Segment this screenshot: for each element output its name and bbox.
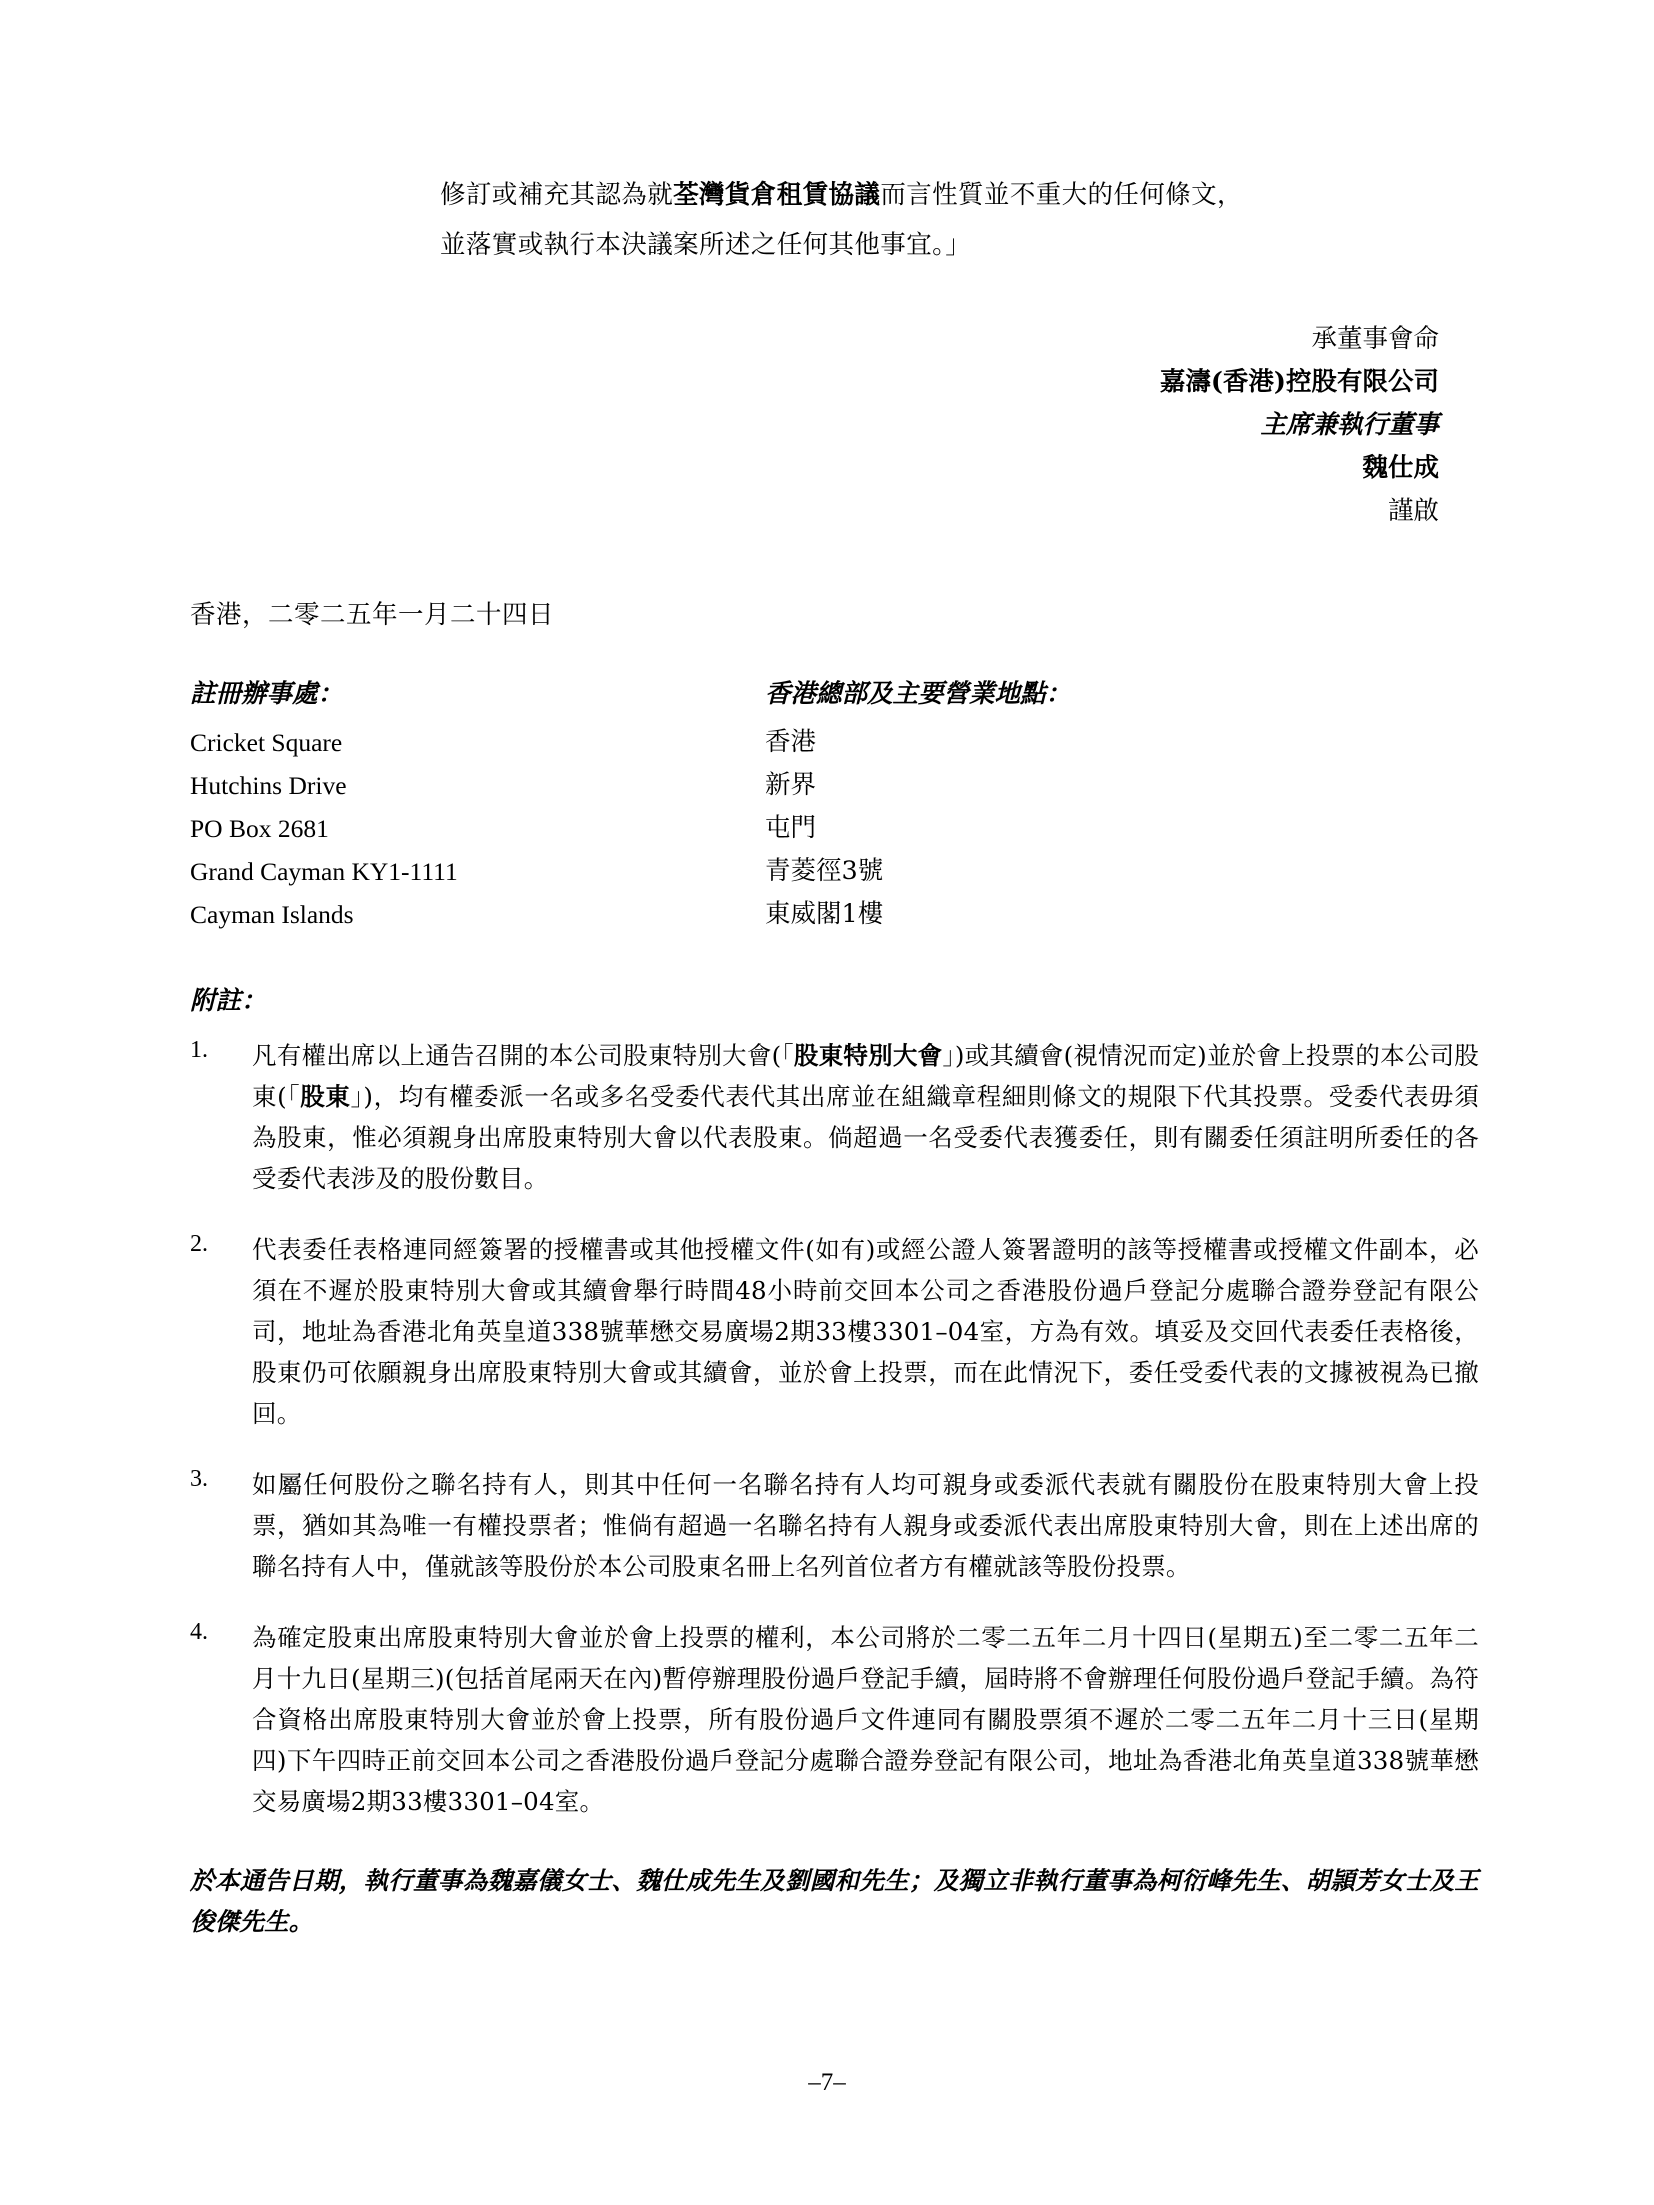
registered-office-line: PO Box 2681 <box>190 814 329 843</box>
note-number: 2. <box>190 1231 208 1257</box>
note-body <box>252 1229 1479 1434</box>
notes-heading: 附註： <box>190 986 267 1016</box>
note-bold-term: 股東 <box>300 1082 351 1111</box>
note-body <box>252 1035 1479 1199</box>
top-paragraph-prefix: 修訂或補充其認為就 <box>440 180 674 210</box>
hk-headquarters-line: 東威閣1樓 <box>765 899 884 929</box>
hk-headquarters-line: 屯門 <box>765 813 817 843</box>
top-paragraph-bold-term: 荃灣貨倉租賃協議 <box>673 180 881 210</box>
registered-office-column <box>190 673 765 936</box>
note-text: 代表委任表格連同經簽署的授權書或其他授權文件(如有)或經公證人簽署證明的該等授權書或授權文件副本，必須在不遲於股東特別大會或其續會舉行時間48小時前交回本公司之香港股份過戶登記分處聯合證券登記有限公司，地址為香港北角英皇道338號華懋交易廣場2期33樓3301–04室，方為有效。填妥及交回代表委任表格後，股東仍可依願親身出席股東特別大會或其續會，並於會上投票，而在此情況下，委任受委代表的文據被視為已撤回。 <box>252 1235 1479 1428</box>
top-paragraph <box>190 170 1479 270</box>
registered-office-line: Grand Cayman KY1-1111 <box>190 857 458 886</box>
directors-statement: 於本通告日期，執行董事為魏嘉儀女士、魏仕成先生及劉國和先生；及獨立非執行董事為柯衍峰先生、胡頴芳女士及王俊傑先生。 <box>190 1866 1479 1936</box>
registered-office-heading: 註冊辦事處： <box>190 679 344 709</box>
top-paragraph-middle: 而言性質並不重大的任何條文， <box>880 180 1243 210</box>
note-text: 凡有權出席以上通告召開的本公司股東特別大會(「 <box>252 1041 794 1070</box>
note-text: 如屬任何股份之聯名持有人，則其中任何一名聯名持有人均可親身或委派代表就有關股份在股東特別大會上投票，猶如其為唯一有權投票者；惟倘有超過一名聯名持有人親身或委派代表出席股東特別大會，則在上述出席的聯名持有人中，僅就該等股份於本公司股東名冊上名列首位者方有權就該等股份投票。 <box>252 1470 1479 1581</box>
note-text: 」)或其續會(視情況而定)並於會上投票的本公司股東(「 <box>252 1041 1480 1111</box>
note-text: 為確定股東出席股東特別大會並於會上投票的權利，本公司將於二零二五年二月十四日(星期五)至二零二五年二月十九日(星期三)(包括首尾兩天在內)暫停辦理股份過戶登記手續，屆時將不會辦理任何股份過戶登記手續。為符合資格出席股東特別大會並於會上投票，所有股份過戶文件連同有關股票須不遲於二零二五年二月十三日(星期四)下午四時正前交回本公司之香港股份過戶登記分處聯合證券登記有限公司，地址為香港北角英皇道338號華懋交易廣場2期33樓3301–04室。 <box>252 1623 1479 1816</box>
signatory-title: 主席兼執行董事 <box>1260 410 1439 440</box>
signature-closing: 謹啟 <box>1387 496 1439 526</box>
note-item <box>190 1229 1479 1434</box>
note-item <box>190 1035 1479 1199</box>
top-paragraph-line2: 並落實或執行本決議案所述之任何其他事宜。」 <box>440 230 972 260</box>
signatory-name: 魏仕成 <box>1362 453 1439 483</box>
note-body <box>252 1617 1479 1822</box>
registered-office-line: Hutchins Drive <box>190 771 347 800</box>
note-number: 3. <box>190 1466 208 1492</box>
note-body <box>252 1464 1479 1587</box>
note-number: 4. <box>190 1619 208 1645</box>
by-order-of-board: 承董事會命 <box>1311 324 1439 354</box>
hk-headquarters-heading: 香港總部及主要營業地點： <box>765 679 1072 709</box>
date-line: 香港，二零二五年一月二十四日 <box>190 600 555 630</box>
signature-block <box>190 318 1479 533</box>
note-item <box>190 1464 1479 1587</box>
hk-headquarters-line: 香港 <box>765 727 817 757</box>
note-number: 1. <box>190 1037 208 1063</box>
note-text: 」)，均有權委派一名或多名受委代表代其出席並在組織章程細則條文的規限下代其投票。受委代表毋須為股東，惟必須親身出席股東特別大會以代表股東。倘超過一名受委代表獲委任，則有關委任須註明所委任的各受委代表涉及的股份數目。 <box>252 1082 1479 1193</box>
notes-list <box>190 1035 1479 1822</box>
hk-headquarters-line: 新界 <box>765 770 817 800</box>
company-name: 嘉濤(香港)控股有限公司 <box>1159 367 1439 397</box>
hk-headquarters-column <box>765 673 1479 936</box>
registered-office-line: Cayman Islands <box>190 900 354 929</box>
address-section <box>190 673 1479 936</box>
note-item <box>190 1617 1479 1822</box>
registered-office-line: Cricket Square <box>190 728 343 757</box>
note-bold-term: 股東特別大會 <box>793 1041 943 1070</box>
hk-headquarters-line: 青菱徑3號 <box>765 856 884 886</box>
page-number: –7– <box>808 2069 846 2096</box>
